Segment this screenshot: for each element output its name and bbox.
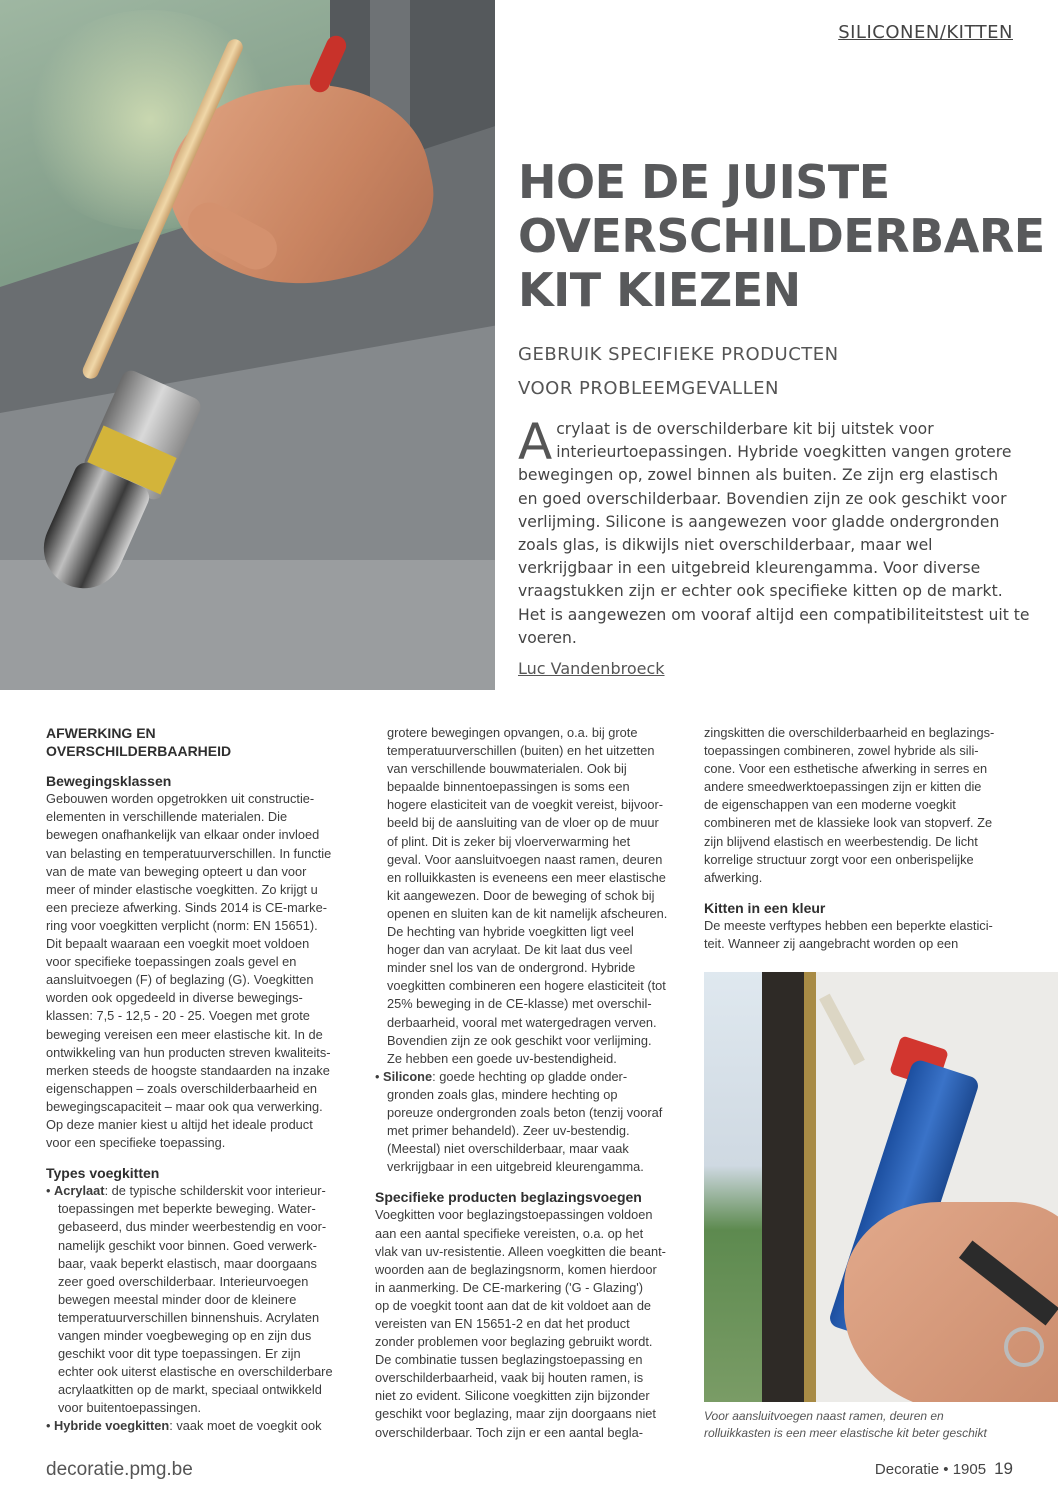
text-line: woorden aan de beglazingsnorm, komen hierdoor (375, 1261, 657, 1277)
text-line: minder snel los van de ondergrond. Hybride (387, 960, 636, 976)
text-line: cone. Voor een esthetische afwerking in serres en (704, 761, 988, 777)
text-line: zonder problemen voor beglazing gebruikt wordt. (375, 1334, 653, 1350)
bullet-acrylaat: • Acrylaat: de typische schilderskit voor interieur- (46, 1183, 326, 1199)
bullet-hybride: • Hybride voegkitten: vaak moet de voegkit ook (46, 1418, 322, 1434)
text-line: de eigenschappen van een moderne voegkit (704, 797, 956, 813)
text-line: ring voor voegkitten verplicht (norm: EN 15651). (46, 917, 318, 933)
intro-line: bewegingen op, zowel binnen als buiten. Ze zijn erg elastisch (518, 466, 999, 485)
text-line: merken steeds de hoogste standaarden na inzake (46, 1062, 330, 1078)
bullet-text: : vaak moet de voegkit ook (169, 1418, 322, 1434)
text-line: Voegkitten voor beglazingstoepassingen voldoen (375, 1207, 653, 1223)
text-line: overschilderbaar. Toch zijn er een aantal begla- (375, 1424, 643, 1440)
text-line: 25% beweging in de CE-klasse) met overschil- (387, 996, 652, 1012)
text-line: teit. Wanneer zij aangebracht worden op een (704, 936, 959, 952)
paragraph-kitten (704, 917, 1014, 953)
text-line: toepassingen met beperkte beweging. Water- (58, 1201, 316, 1217)
intro-line: en goed overschilderbaar. Bovendien zijn ze ook geschikt voor (518, 489, 1007, 508)
intro-paragraph (518, 413, 1030, 650)
subheading-kitten: Kitten in een kleur (704, 899, 826, 916)
text-line: gebaseerd, dus minder weerbestendig en voor- (58, 1219, 327, 1235)
bullet-silicone: • Silicone: goede hechting op gladde onder- (375, 1068, 628, 1084)
subhead-line: VOOR PROBLEEMGEVALLEN (518, 378, 779, 399)
paragraph-specifieke (375, 1206, 687, 1441)
headline-line: HOE DE JUISTE (518, 155, 890, 209)
section-heading: AFWERKING EN (46, 725, 156, 741)
text-line: ontwikkeling van hun producten streven kwaliteits- (46, 1044, 331, 1060)
text-line: verkrijgbaar in een uitgebreid kleurengamma. (387, 1159, 644, 1175)
caption-line: rolluikkasten is een meer elastische kit beter geschikt (704, 1426, 987, 1440)
text-line: in aanmerking. De CE-markering ('G - Glazing') (375, 1279, 644, 1295)
text-line: baar, vaak beperkt elastisch, maar doorgaans (58, 1255, 317, 1271)
text-line: vereisten van EN 15651-2 en dat het product (375, 1316, 630, 1331)
text-line: geschikt voor beglazing, maar zijn doorgaans niet (375, 1406, 656, 1422)
text-line: Bovendien zijn ze ook geschikt voor verlijming. (387, 1032, 652, 1048)
paragraph-bewegingsklassen (46, 790, 358, 1152)
author-byline[interactable]: Luc Vandenbroeck (518, 659, 665, 678)
intro-line: zoals glas, is dikwijls niet overschilderbaar, maar wel (518, 536, 933, 555)
text-line: Dit bepaalt waaraan een voegkit moet voldoen (46, 936, 310, 952)
text-line: Ze hebben een goede uv-bestendigheid. (387, 1050, 617, 1066)
paragraph-beglazing (704, 724, 1014, 887)
text-line: van belasting en temperatuurverschillen. In functie (46, 845, 332, 861)
text-line: van de mate van beweging opteert u dan voor (46, 863, 307, 879)
footer-magazine (875, 1459, 1013, 1479)
text-line: toepassingen combineren, zowel hybride als sili- (704, 743, 979, 759)
intro-line: verlijming. Silicone is aangewezen voor gladde ondergronden (518, 512, 1000, 531)
section-heading: OVERSCHILDERBAARHEID (46, 743, 232, 760)
text-line: vlak van uv-resistentie. Alleen voegkitten die beant- (375, 1243, 666, 1259)
hero-photo (0, 0, 495, 690)
magazine-issue: Decoratie • 1905 (874, 1461, 987, 1478)
text-line: zingskitten die overschilderbaarheid en beglazings- (704, 725, 995, 740)
text-line: De hechting van hybride voegkitten ligt veel (387, 924, 634, 940)
text-line: aansluitvoegen (F) of beglazing (G). Voegkitten (46, 972, 314, 988)
page-number: 19 (994, 1459, 1013, 1478)
text-line: voor specifieke toepassingen zoals gevel en (46, 954, 297, 970)
caption-line: Voor aansluitvoegen naast ramen, deuren en (704, 1409, 944, 1423)
text-line: kit aangewezen. Door de beweging of schok bij (387, 887, 655, 903)
paragraph-silicone (375, 1086, 687, 1176)
text-line: bepaalde binnentoepassingen is soms een (387, 779, 630, 795)
headline-line: OVERSCHILDERBARE (518, 209, 1045, 263)
text-line: De meeste verftypes hebben een beperkte elastici- (704, 917, 993, 933)
text-line: beweging vereisen een meer elastische kit. In de (46, 1026, 323, 1042)
text-line: openen en sluiten kan de kit namelijk afscheuren. (387, 905, 668, 921)
drop-cap: A (518, 413, 553, 471)
headline-line: KIT KIEZEN (518, 263, 801, 317)
text-line: geschikt voor dit type toepassingen. Er zijn (58, 1346, 301, 1362)
text-line: Gebouwen worden opgetrokken uit constructie- (46, 791, 315, 807)
text-line: van verschillende bouwmaterialen. Ook bij (387, 761, 627, 777)
bullet-label: Silicone (383, 1068, 433, 1084)
text-line: echter ook uiterst elastische en overschilderbare (58, 1364, 333, 1380)
text-line: overschilderbaarheid, vaak bij houten ramen, is (375, 1370, 644, 1386)
section-tag[interactable]: SILICONEN/KITTEN (838, 22, 1013, 43)
text-line: voor buitentoepassingen. (58, 1400, 202, 1416)
bullet-text: : goede hechting op gladde onder- (432, 1068, 628, 1084)
text-line: op de voegkit toont aan dat de kit voldoet aan de (375, 1297, 652, 1313)
subhead-line: GEBRUIK SPECIFIEKE PRODUCTEN (518, 344, 839, 365)
text-line: bewegen onafhankelijk van elkaar onder invloed (46, 827, 320, 843)
text-line: De combinatie tussen beglazingstoepassing en (375, 1352, 643, 1368)
text-line: niet zo evident. Silicone voegkitten zijn bijzonder (375, 1388, 650, 1404)
text-line: een precieze afwerking. Sinds 2014 is CE-marke- (46, 899, 327, 915)
text-line: zijn blijvend elastisch en weerbestendig. De licht (704, 833, 978, 849)
body-column-3 (704, 724, 1014, 953)
body-column-2 (375, 724, 687, 1442)
footer-url[interactable]: decoratie.pmg.be (46, 1459, 193, 1480)
text-line: en rolluikkasten is eveneens een meer elastische (387, 869, 666, 885)
text-line: poreuze ondergronden zoals beton (tenzij vooraf (387, 1104, 663, 1120)
text-line: (Meestal) niet overschilderbaar, maar vaak (387, 1141, 629, 1157)
photo-caption (704, 1408, 1044, 1442)
text-line: met primer behandeld). Zeer uv-bestendig. (387, 1123, 630, 1139)
text-line: aan een aantal specifieke vereisten, o.a. op het (375, 1225, 644, 1241)
bullet-label: Hybride voegkitten (54, 1418, 170, 1434)
text-line: temperatuurverschillen (buiten) en het uitzetten (387, 743, 655, 759)
text-line: acrylaatkitten op de markt, speciaal ontwikkeld (58, 1382, 322, 1398)
text-line: bewegen meestal minder door de kleinere (58, 1291, 297, 1307)
text-line: derbaarheid, vooral met watergedragen verven. (387, 1014, 657, 1030)
text-line: voegkitten combineren een hogere elasticiteit (tot (387, 978, 666, 994)
headline (518, 155, 1045, 317)
text-line: namelijk geschikt voor binnen. Goed verwerk- (58, 1237, 317, 1253)
text-line: zeer goed overschilderbaar. Interieurvoegen (58, 1273, 309, 1289)
paragraph-acrylaat (46, 1200, 358, 1417)
text-line: worden ook opgedeeld in diverse bewegings- (46, 990, 303, 1006)
text-line: bewegingscapaciteit – maar ook qua verwerking. (46, 1098, 323, 1114)
text-line: meer of minder elastische voegkitten. Zo krijgt u (46, 881, 318, 897)
text-line: temperatuurverschillen binnenshuis. Acrylaten (58, 1309, 320, 1325)
text-line: voor een specifieke toepassing. (46, 1135, 226, 1151)
text-line: korrelige structuur zorgt voor een onberispelijke (704, 851, 974, 867)
text-line: beeld bij de aansluiting van de vloer op de muur (387, 815, 659, 831)
intro-line: crylaat is de overschilderbare kit bij uitstek voor (556, 420, 934, 438)
intro-line: Het is aangewezen om vooraf altijd een compatibiliteitstest uit te (518, 605, 1030, 624)
text-line: of plint. Dit is zeker bij vloerverwarming het (387, 833, 631, 849)
text-line: afwerking. (704, 869, 763, 885)
text-line: combineren met de klassieke look van stopverf. Ze (704, 815, 993, 831)
subheading-bewegingsklassen: Bewegingsklassen (46, 773, 172, 790)
text-line: andere smeedwerktoepassingen zijn er kitten die (704, 779, 982, 795)
text-line: vangen minder voegbeweging op en zijn dus (58, 1328, 312, 1343)
intro-line: vraagstukken zijn er echter ook specifieke kitten op de markt. (518, 582, 1003, 601)
text-line: hoger dan van acrylaat. De kit laat dus veel (387, 942, 633, 958)
intro-line: interieurtoepassingen. Hybride voegkitten vangen grotere (556, 443, 1012, 462)
text-line: hogere elasticiteit van de voegkit vereist, bijvoor- (387, 797, 663, 813)
text-line: eigenschappen – zoals overschilderbaarheid en (46, 1080, 318, 1096)
text-line: Op deze manier kiest u altijd het ideale product (46, 1116, 313, 1132)
text-line: klassen: 7,5 - 12,5 - 20 - 25. Voegen met grote (46, 1008, 310, 1024)
subheadline (518, 338, 1038, 406)
bullet-text: : de typische schilderskit voor interieur- (104, 1183, 326, 1199)
subheading-types: Types voegkitten (46, 1165, 160, 1182)
text-line: gronden zoals glas, mindere hechting op (387, 1086, 618, 1102)
bullet-label: Acrylaat (54, 1183, 105, 1199)
sealant-photo (704, 972, 1058, 1402)
intro-line: verkrijgbaar in een uitgebreid kleurengamma. Voor diverse (518, 559, 981, 578)
paragraph-hybride (375, 724, 687, 1068)
body-column-1 (46, 724, 358, 1436)
intro-line: voeren. (518, 628, 577, 647)
text-line: geval. Voor aansluitvoegen naast ramen, deuren (387, 851, 663, 867)
text-line: grotere bewegingen opvangen, o.a. bij grote (387, 725, 638, 740)
subheading-specifieke: Specifieke producten beglazingsvoegen (375, 1189, 642, 1206)
text-line: elementen in verschillende materialen. Die (46, 809, 288, 825)
